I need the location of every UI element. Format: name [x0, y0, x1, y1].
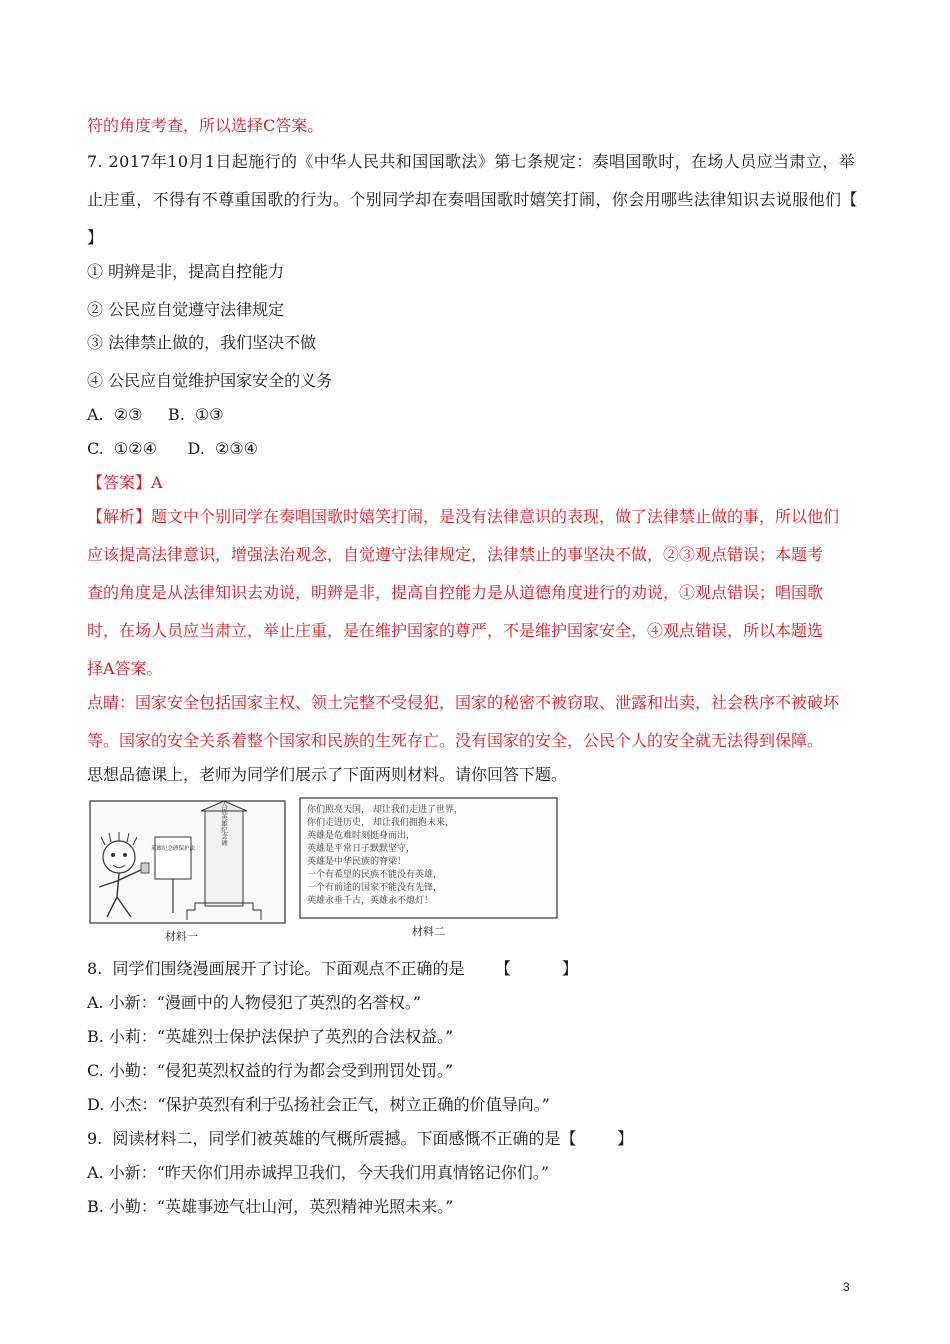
materials-intro: 思想品德课上，老师为同学们展示了下面两则材料。请你回答下题。: [87, 765, 568, 784]
q7-tip-line-1: 点睛：国家安全包括国家主权、领土完整不受侵犯，国家的秘密不被窃取、泄露和出卖，社会秩序不被破坏: [87, 693, 840, 712]
q9-option-b: B. 小勤：“英雄事迹气壮山河，英烈精神光照未来。”: [87, 1197, 454, 1216]
materials-figure: [87, 795, 567, 945]
sign-text: 英雄纪念碑保护法: [150, 846, 196, 852]
q7-answer: 【答案】A: [87, 473, 163, 492]
q9-stem: 9. 阅读材料二，同学们被英雄的气概所震撼。下面感慨不正确的是【 】: [87, 1129, 634, 1148]
q7-stem-line-3: 】: [87, 228, 104, 247]
q7-analysis-line-1: 【解析】题文中个别同学在奏唱国歌时嬉笑打闹，是没有法律意识的表现，做了法律禁止做的事，所以他们: [87, 507, 840, 526]
stele-inscription: 人民英雄纪念碑: [220, 800, 228, 846]
poem-line: 英雄永垂千古，英雄永不熄灯！: [307, 896, 434, 906]
material-two-poem: [300, 798, 557, 918]
q9-option-a: A. 小新：“昨天你们用赤诚捍卫我们，今天我们用真情铭记你们。”: [87, 1163, 550, 1182]
q8-option-c: C. 小勤：“侵犯英烈权益的行为都会受到刑罚处罚。”: [87, 1061, 454, 1080]
poem-line: 英雄是平常日子默默坚守，: [307, 844, 416, 854]
q7-statement-2: ② 公民应自觉遵守法律规定: [87, 300, 285, 319]
poem-line: 一个有前途的国家不能没有先锋，: [307, 883, 443, 893]
q7-analysis-line-4: 时，在场人员应当肃立，举止庄重，是在维护国家的尊严，不是维护国家安全，④观点错误，所以本题选: [87, 621, 824, 640]
q7-stem-line-1: 7. 2017年10月1日起施行的《中华人民共和国国歌法》第七条规定：奏唱国歌时，在场人员应当肃立，举: [87, 152, 856, 171]
q7-options-row-1: A. ②③ B. ①③: [87, 405, 224, 424]
q8-option-d: D. 小杰：“保护英烈有利于弘扬社会正气，树立正确的价值导向。”: [87, 1095, 550, 1114]
q7-tip-line-2: 等。国家的安全关系着整个国家和民族的生死存亡。没有国家的安全，公民个人的安全就无法得到保障。: [87, 731, 824, 750]
poem-line: 英雄是中华民族的脊梁！: [307, 857, 407, 867]
q7-analysis-line-3: 查的角度是从法律知识去劝说，明辨是非，提高自控能力是从道德角度进行的劝说，①观点错误；唱国歌: [87, 583, 824, 602]
poem-line: 你们照亮天国， 却让我们走进了世界，: [307, 805, 463, 815]
q7-statement-3: ③ 法律禁止做的，我们坚决不做: [87, 333, 317, 352]
poem-line: 一个有希望的民族不能没有英雄，: [307, 870, 443, 880]
material-one-caption: 材料一: [165, 930, 198, 943]
poem-line: 你们走进历史， 却让我们拥抱未来，: [307, 818, 454, 828]
material-one-cartoon: [90, 799, 285, 923]
q7-analysis-line-2: 应该提高法律意识，增强法治观念，自觉遵守法律规定，法律禁止的事坚决不做，②③观点错误；本题考: [87, 545, 824, 564]
q7-statement-4: ④ 公民应自觉维护国家安全的义务: [87, 371, 333, 390]
poem-line: 英雄是危难时刻挺身而出，: [307, 831, 416, 841]
q7-options-row-2: C. ①②④ D. ②③④: [87, 439, 259, 458]
q8-stem: 8. 同学们围绕漫画展开了讨论。下面观点不正确的是 【 】: [87, 959, 578, 978]
q8-option-b: B. 小莉：“英雄烈士保护法保护了英烈的合法权益。”: [87, 1027, 454, 1046]
q8-option-a: A. 小新：“漫画中的人物侵犯了英烈的名誉权。”: [87, 993, 422, 1012]
materials-figure-svg: [87, 795, 567, 945]
page-number: 3: [843, 1280, 850, 1294]
material-two-caption: 材料二: [412, 925, 445, 938]
q7-statement-1: ① 明辨是非，提高自控能力: [87, 262, 285, 281]
q7-stem-line-2: 止庄重，不得有不尊重国歌的行为。个别同学却在奏唱国歌时嬉笑打闹，你会用哪些法律知识去说服他们【: [87, 190, 858, 209]
q7-analysis-line-5: 择A答案。: [87, 659, 163, 678]
previous-analysis-tail: 符的角度考查，所以选择C答案。: [87, 116, 324, 135]
